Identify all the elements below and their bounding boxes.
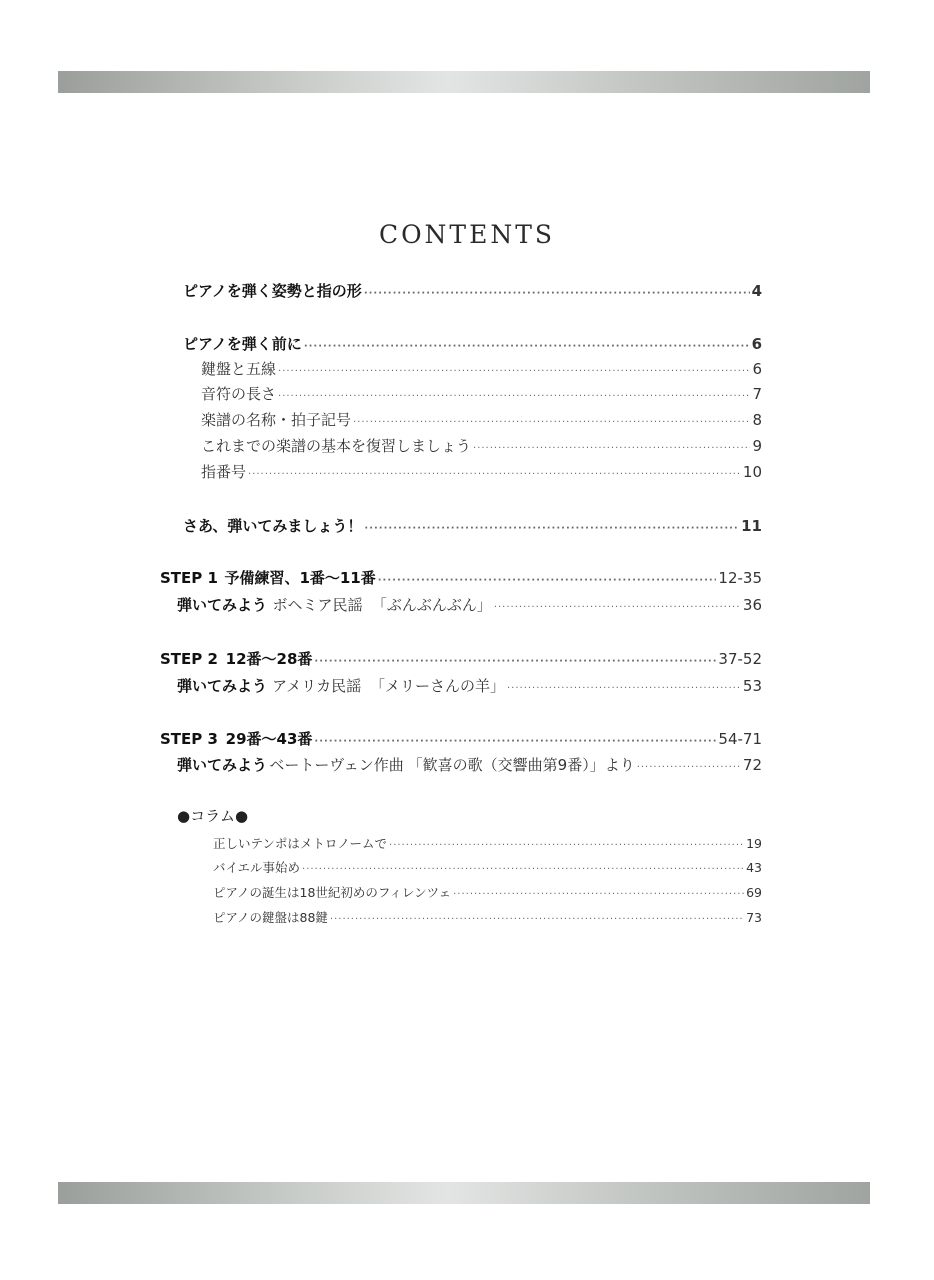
play-prefix: 弾いてみよう [177, 756, 268, 774]
page-title: CONTENTS [378, 220, 556, 249]
play-prefix: 弾いてみよう [177, 677, 268, 695]
column-item-label: ピアノの鍵盤は88鍵 [213, 910, 328, 925]
play-origin: ボヘミア民謡 [272, 596, 363, 614]
dot-leader [353, 411, 750, 429]
toc-entry[interactable] [183, 282, 762, 300]
dot-leader [453, 885, 744, 901]
dot-leader [248, 463, 741, 481]
play-origin: ベートーヴェン作曲 [269, 756, 404, 774]
toc-entry-label: 音符の長さ [201, 385, 277, 403]
step-1-play-entry[interactable] [177, 596, 762, 614]
column-item-label: ピアノの誕生は18世紀初めのフィレンツェ [213, 885, 452, 900]
play-title: 「歓喜の歌（交響曲第9番）」より [407, 756, 635, 774]
toc-subentry[interactable] [201, 411, 762, 429]
toc-entry-page: 4 [751, 282, 762, 300]
toc-entry-page: 7 [752, 385, 762, 403]
dot-leader [304, 335, 750, 353]
step-3-entry[interactable] [160, 730, 762, 748]
dot-leader [314, 650, 716, 668]
dot-leader [389, 836, 744, 852]
top-decorative-band [58, 71, 870, 93]
toc-entry[interactable] [183, 517, 762, 535]
column-item-page: 73 [746, 910, 762, 925]
dot-leader [364, 282, 750, 300]
toc-entry[interactable] [183, 335, 762, 353]
toc-entry-label: さあ、弾いてみましょう！ [183, 517, 363, 535]
column-item-label: 正しいテンポはメトロノームで [213, 836, 388, 851]
play-origin: アメリカ民謡 [272, 677, 362, 695]
bottom-decorative-band [58, 1182, 870, 1204]
dot-leader [278, 385, 750, 403]
toc-entry-page: 8 [752, 411, 762, 429]
column-heading: ●コラム● [177, 807, 249, 825]
toc-entry-label: 鍵盤と五線 [201, 360, 277, 378]
toc-entry-page: 6 [751, 335, 762, 353]
step-label: STEP 3 [160, 730, 218, 748]
step-1-entry[interactable] [160, 569, 762, 587]
column-item-label: バイエル事始め [213, 860, 301, 875]
toc-entry-page: 9 [752, 437, 762, 455]
step-label: STEP 2 [160, 650, 218, 668]
column-item-page: 19 [746, 836, 762, 851]
toc-entry-page: 11 [741, 517, 762, 535]
step-page: 12-35 [718, 569, 762, 587]
toc-subentry[interactable] [201, 385, 762, 403]
column-item[interactable] [213, 860, 762, 876]
column-item[interactable] [213, 910, 762, 926]
dot-leader [330, 910, 744, 926]
toc-subentry[interactable] [201, 463, 762, 481]
toc-entry-label: これまでの楽譜の基本を復習しましょう [201, 437, 472, 455]
column-item-page: 43 [746, 860, 762, 875]
toc-subentry[interactable] [201, 437, 762, 455]
step-title: 12番〜28番 [225, 650, 313, 668]
play-title: 「メリーさんの羊」 [369, 677, 505, 695]
dot-leader [494, 596, 741, 614]
toc-entry-label: 楽譜の名称・拍子記号 [201, 411, 352, 429]
column-item-page: 69 [746, 885, 762, 900]
dot-leader [378, 569, 717, 587]
play-page: 72 [742, 756, 762, 774]
toc-entry-page: 10 [742, 463, 762, 481]
step-3-play-entry[interactable] [177, 756, 762, 774]
toc-subentry[interactable] [201, 360, 762, 378]
dot-leader [364, 517, 739, 535]
column-item[interactable] [213, 885, 762, 901]
step-title: 29番〜43番 [225, 730, 313, 748]
step-label: STEP 1 [160, 569, 218, 587]
toc-entry-page: 6 [752, 360, 762, 378]
dot-leader [314, 730, 716, 748]
toc-entry-label: ピアノを弾く姿勢と指の形 [183, 282, 362, 300]
step-2-play-entry[interactable] [177, 677, 762, 695]
play-page: 53 [742, 677, 762, 695]
dot-leader [507, 677, 741, 695]
dot-leader [473, 437, 750, 455]
play-prefix: 弾いてみよう [177, 596, 268, 614]
column-item[interactable] [213, 836, 762, 852]
toc-entry-label: ピアノを弾く前に [183, 335, 302, 353]
step-page: 37-52 [718, 650, 762, 668]
step-page: 54-71 [718, 730, 762, 748]
play-page: 36 [742, 596, 762, 614]
step-title: 予備練習、1番〜11番 [224, 569, 376, 587]
dot-leader [637, 756, 741, 774]
step-2-entry[interactable] [160, 650, 762, 668]
toc-entry-label: 指番号 [201, 463, 247, 481]
play-title: 「ぶんぶんぶん」 [371, 596, 492, 614]
dot-leader [302, 860, 744, 876]
dot-leader [278, 360, 750, 378]
